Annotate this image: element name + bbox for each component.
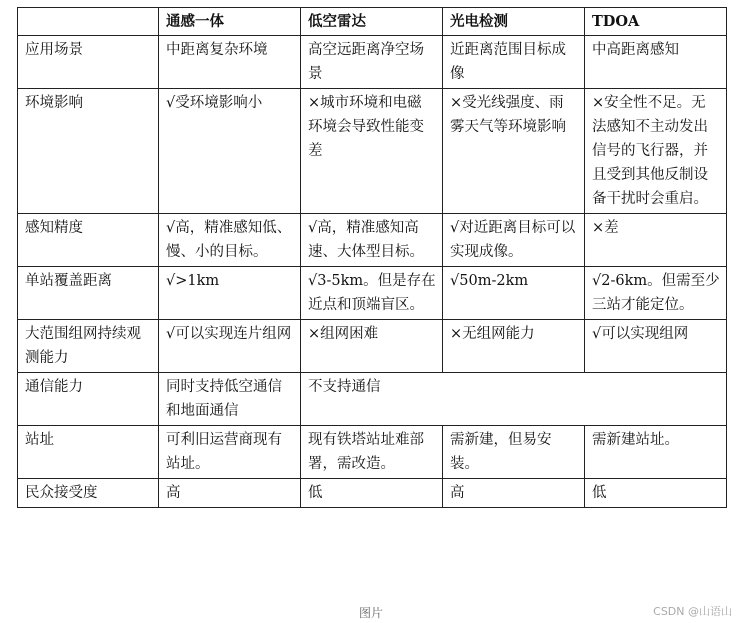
table-header-row bbox=[18, 8, 727, 36]
table-cell: 近距离范围目标成像 bbox=[443, 36, 585, 89]
table-row bbox=[18, 479, 727, 508]
table-row bbox=[18, 214, 727, 267]
comparison-table bbox=[17, 7, 727, 508]
row-label: 感知精度 bbox=[18, 214, 159, 267]
table-cell: 低 bbox=[301, 479, 443, 508]
header-tonggan-yiti: 通感一体 bbox=[159, 8, 301, 36]
table-row bbox=[18, 373, 727, 426]
table-cell: √对近距离目标可以实现成像。 bbox=[443, 214, 585, 267]
table-cell: 可利旧运营商现有站址。 bbox=[159, 426, 301, 479]
table-cell: √受环境影响小 bbox=[159, 89, 301, 214]
header-tdoa: TDOA bbox=[585, 8, 727, 36]
table-cell: 需新建站址。 bbox=[585, 426, 727, 479]
table-cell: √2-6km。但需至少三站才能定位。 bbox=[585, 267, 727, 320]
table-cell: ×城市环境和电磁环境会导致性能变差 bbox=[301, 89, 443, 214]
table-row bbox=[18, 320, 727, 373]
table-row bbox=[18, 36, 727, 89]
row-label: 环境影响 bbox=[18, 89, 159, 214]
row-label: 大范围组网持续观测能力 bbox=[18, 320, 159, 373]
table-cell: ×无组网能力 bbox=[443, 320, 585, 373]
table-cell: 高 bbox=[159, 479, 301, 508]
table-cell: 同时支持低空通信和地面通信 bbox=[159, 373, 301, 426]
image-caption: 图片 bbox=[358, 606, 383, 620]
watermark: CSDN @山语山 bbox=[653, 605, 732, 618]
table-cell: √可以实现连片组网 bbox=[159, 320, 301, 373]
table-cell: 高空远距离净空场景 bbox=[301, 36, 443, 89]
table-row bbox=[18, 426, 727, 479]
table-cell: 低 bbox=[585, 479, 727, 508]
row-label: 应用场景 bbox=[18, 36, 159, 89]
table-cell: √>1km bbox=[159, 267, 301, 320]
row-label: 单站覆盖距离 bbox=[18, 267, 159, 320]
table-cell: √可以实现组网 bbox=[585, 320, 727, 373]
table-row bbox=[18, 267, 727, 320]
table-cell: ×受光线强度、雨雾天气等环境影响 bbox=[443, 89, 585, 214]
row-label: 通信能力 bbox=[18, 373, 159, 426]
header-low-altitude-radar: 低空雷达 bbox=[301, 8, 443, 36]
table-cell-merged: 不支持通信 bbox=[301, 373, 727, 426]
table-cell: √高，精准感知低、慢、小的目标。 bbox=[159, 214, 301, 267]
table-cell: ×组网困难 bbox=[301, 320, 443, 373]
table-cell: √3-5km。但是存在近点和顶端盲区。 bbox=[301, 267, 443, 320]
table-cell: 中高距离感知 bbox=[585, 36, 727, 89]
table-cell: 高 bbox=[443, 479, 585, 508]
table-cell: ×差 bbox=[585, 214, 727, 267]
table-cell: 需新建，但易安装。 bbox=[443, 426, 585, 479]
table-row bbox=[18, 89, 727, 214]
header-photoelectric-detection: 光电检测 bbox=[443, 8, 585, 36]
header-empty-cell bbox=[18, 8, 159, 36]
table-cell: ×安全性不足。无法感知不主动发出信号的飞行器，并且受到其他反制设备干扰时会重启。 bbox=[585, 89, 727, 214]
table-cell: √高，精准感知高速、大体型目标。 bbox=[301, 214, 443, 267]
row-label: 站址 bbox=[18, 426, 159, 479]
table-cell: √50m-2km bbox=[443, 267, 585, 320]
row-label: 民众接受度 bbox=[18, 479, 159, 508]
table-cell: 中距离复杂环境 bbox=[159, 36, 301, 89]
table-cell: 现有铁塔站址难部署，需改造。 bbox=[301, 426, 443, 479]
